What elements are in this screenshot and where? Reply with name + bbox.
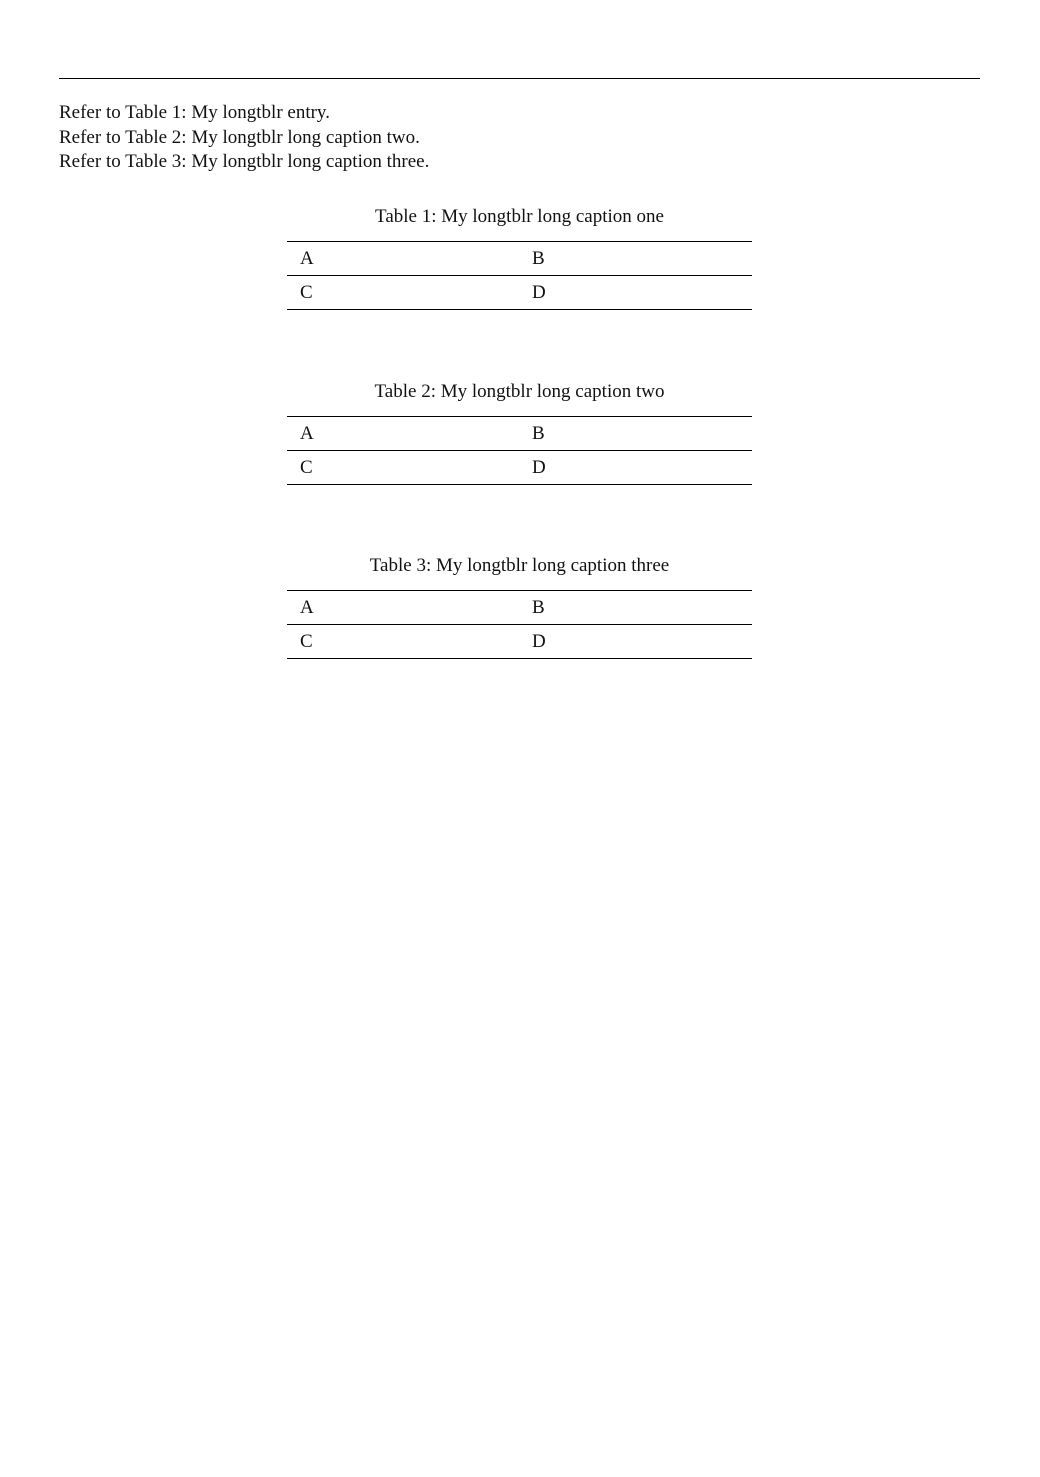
- table-row: [287, 451, 752, 485]
- table-cell: B: [519, 591, 752, 625]
- table-2: [287, 380, 752, 485]
- table-cell: A: [287, 591, 519, 625]
- reference-line-3: Refer to Table 3: My longtblr long caption three.: [59, 151, 430, 172]
- table-row: [287, 591, 752, 625]
- table-1: [287, 205, 752, 310]
- table-row: [287, 276, 752, 310]
- table-cell: A: [287, 242, 519, 276]
- reference-line-1: Refer to Table 1: My longtblr entry.: [59, 102, 330, 123]
- table-1-grid: [287, 241, 752, 310]
- table-2-caption: Table 2: My longtblr long caption two: [374, 381, 665, 402]
- table-cell: C: [287, 451, 519, 485]
- header-rule: [59, 78, 980, 79]
- table-cell: D: [519, 276, 752, 310]
- table-row: [287, 417, 752, 451]
- table-3: [287, 554, 752, 659]
- table-row: [287, 242, 752, 276]
- table-cell: B: [519, 242, 752, 276]
- table-3-grid: [287, 590, 752, 659]
- table-cell: D: [519, 625, 752, 659]
- table-cell: A: [287, 417, 519, 451]
- reference-line-2: Refer to Table 2: My longtblr long caption two.: [59, 126, 420, 148]
- table-cell: C: [287, 276, 519, 310]
- table-2-grid: [287, 416, 752, 485]
- reference-lines: [59, 101, 429, 175]
- table-1-caption: Table 1: My longtblr long caption one: [375, 206, 664, 227]
- table-row: [287, 625, 752, 659]
- table-cell: D: [519, 451, 752, 485]
- table-3-caption: Table 3: My longtblr long caption three: [369, 555, 670, 576]
- table-cell: C: [287, 625, 519, 659]
- table-cell: B: [519, 417, 752, 451]
